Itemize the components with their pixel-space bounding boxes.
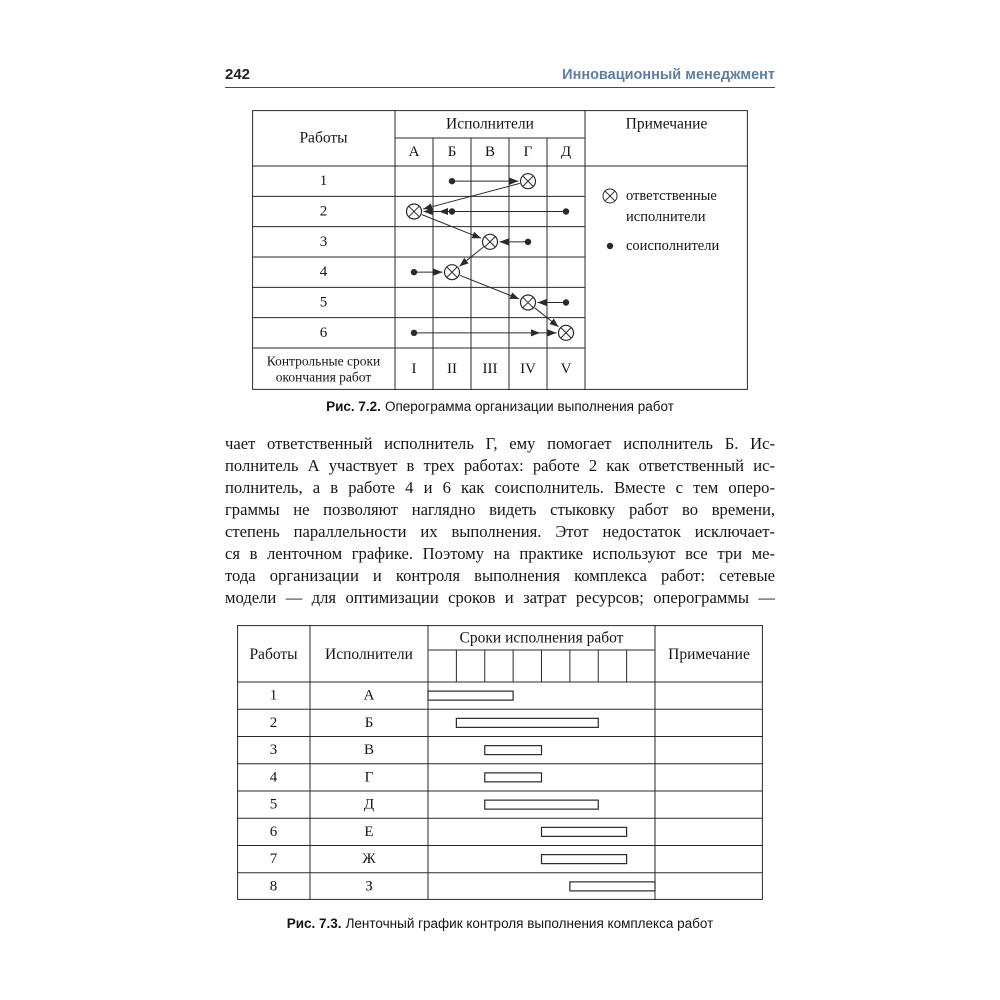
work-number: 4 bbox=[319, 264, 328, 281]
page-number: 242 bbox=[225, 66, 251, 83]
work-number: 1 bbox=[319, 173, 328, 190]
body-line: полнитель, а в работе 4 и 6 как соисполнитель. Вместе с тем оперо- bbox=[225, 478, 775, 497]
work-bar bbox=[428, 691, 513, 700]
header-rule bbox=[225, 87, 775, 88]
executor-label: А bbox=[363, 687, 375, 704]
work-bar bbox=[485, 773, 542, 782]
deadline-period: IV bbox=[520, 361, 536, 377]
coexecutor-dot bbox=[411, 269, 417, 275]
executor-label: В bbox=[363, 742, 375, 759]
figure-7-2-caption bbox=[225, 399, 775, 414]
body-line: ся в ленточном графике. Поэтому на практике используют все три ме- bbox=[225, 544, 775, 563]
body-line: модели — для оптимизации сроков и затрат ресурсов; оперограммы — bbox=[225, 588, 775, 607]
figure-7-3-caption-label: Рис. 7.3. bbox=[286, 916, 342, 931]
work-number: 7 bbox=[269, 851, 278, 868]
figure-7-2-caption-text: Оперограмма организации выполнения работ bbox=[384, 399, 674, 414]
work-number: 3 bbox=[269, 742, 278, 759]
executor-column-label: Г bbox=[523, 144, 533, 160]
executor-label: Г bbox=[364, 769, 374, 786]
deadline-period: V bbox=[560, 361, 572, 377]
figure-7-3-caption-text: Ленточный график контроля выполнения комплекса работ bbox=[345, 916, 714, 931]
body-paragraph bbox=[225, 433, 775, 609]
legend-coexecutor-symbol bbox=[607, 243, 613, 249]
work-bar bbox=[485, 800, 599, 809]
work-number: 8 bbox=[269, 878, 278, 895]
note-header: Примечание bbox=[668, 646, 750, 663]
executor-column-label: Б bbox=[447, 144, 457, 160]
work-bar bbox=[570, 882, 655, 891]
work-bar bbox=[542, 855, 627, 864]
deadline-period: III bbox=[482, 361, 498, 377]
body-line: тода организации и контроля выполнения комплекса работ: сетевые bbox=[225, 566, 775, 585]
work-number: 1 bbox=[269, 687, 278, 704]
works-header: Работы bbox=[249, 646, 298, 663]
timeline-header: Сроки исполнения работ bbox=[459, 629, 624, 647]
deadline-period: II bbox=[447, 361, 457, 377]
executor-label: Е bbox=[364, 823, 374, 840]
body-line: граммы не позволяют наглядно видеть стыковку работ во времени, bbox=[225, 500, 775, 519]
work-number: 5 bbox=[319, 294, 328, 311]
band-chart-table bbox=[237, 625, 763, 900]
executor-label: Д bbox=[363, 796, 375, 813]
executors-header: Исполнители bbox=[325, 646, 413, 663]
figure-7-2-caption-label: Рис. 7.2. bbox=[326, 399, 381, 414]
work-bar bbox=[485, 746, 542, 755]
legend-label: исполнители bbox=[626, 209, 706, 225]
executor-column-label: Д bbox=[560, 144, 572, 160]
body-line: степень параллельности их выполнения. Этот недостаток исключает- bbox=[225, 522, 775, 541]
coexecutor-dot bbox=[449, 178, 455, 184]
work-number: 4 bbox=[269, 769, 278, 786]
deadline-period: I bbox=[411, 361, 417, 377]
executor-label: З bbox=[365, 878, 373, 895]
body-line: полнитель А участвует в трех работах: работе 2 как ответственный ис- bbox=[225, 456, 775, 475]
flow-arrowhead bbox=[531, 329, 540, 336]
table-border bbox=[238, 626, 763, 900]
executor-column-label: А bbox=[408, 144, 420, 160]
executors-header: Исполнители bbox=[446, 115, 534, 133]
coexecutor-dot bbox=[525, 239, 531, 245]
work-number: 6 bbox=[269, 823, 278, 840]
work-bar bbox=[456, 718, 598, 727]
work-number: 6 bbox=[319, 324, 328, 341]
executor-label: Ж bbox=[362, 851, 376, 868]
work-number: 2 bbox=[269, 714, 278, 731]
legend-label: ответственные bbox=[626, 188, 717, 204]
works-header: Работы bbox=[299, 129, 348, 147]
legend-label: соисполнители bbox=[626, 238, 720, 254]
executor-column-label: В bbox=[484, 144, 496, 160]
figure-7-2-operogram bbox=[252, 110, 748, 395]
running-title: Инновационный менеджмент bbox=[562, 67, 775, 83]
note-header: Примечание bbox=[625, 115, 708, 133]
figure-7-3-caption bbox=[225, 916, 775, 931]
coexecutor-dot bbox=[563, 299, 569, 305]
work-number: 2 bbox=[319, 203, 328, 220]
operogram-table bbox=[252, 110, 748, 390]
coexecutor-dot bbox=[411, 330, 417, 336]
deadline-label: Контрольные сроки bbox=[266, 353, 381, 369]
deadline-label: окончания работ bbox=[275, 369, 372, 385]
work-number: 3 bbox=[319, 233, 328, 250]
figure-7-3-band-chart bbox=[237, 625, 763, 905]
body-line: чает ответственный исполнитель Г, ему помогает исполнитель Б. Ис- bbox=[225, 434, 775, 453]
flow-arrowhead bbox=[439, 208, 448, 215]
executor-label: Б bbox=[364, 714, 374, 731]
coexecutor-dot bbox=[563, 208, 569, 214]
coexecutor-dot bbox=[449, 208, 455, 214]
work-number: 5 bbox=[269, 796, 278, 813]
work-bar bbox=[542, 827, 627, 836]
